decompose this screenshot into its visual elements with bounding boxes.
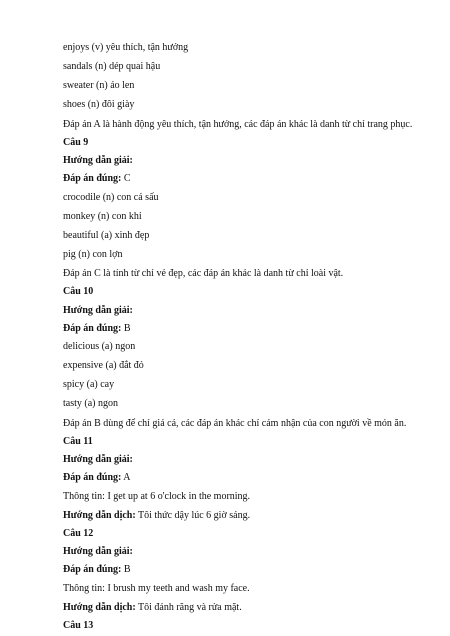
vocab-line: crocodile (n) con cá sấu <box>63 191 159 203</box>
vocab-line: monkey (n) con khỉ <box>63 210 142 222</box>
answer-value: C <box>121 173 131 185</box>
guide-heading: Hướng dẫn giải: <box>63 155 133 166</box>
explanation-line: Đáp án C là tính từ chỉ vẻ đẹp, các đáp án khác là danh từ chỉ loài vật. <box>63 268 344 279</box>
translation-line <box>63 510 250 522</box>
guide-heading: Hướng dẫn giải: <box>63 304 133 316</box>
answer-label: Đáp án đúng: <box>63 173 122 185</box>
answer-line <box>63 564 131 576</box>
vocab-line: beautiful (a) xinh đẹp <box>63 229 150 241</box>
vocab-line: expensive (a) đắt đỏ <box>63 360 144 372</box>
vocab-line: sandals (n) dép quai hậu <box>63 61 161 73</box>
vocab-line: spicy (a) cay <box>63 379 115 391</box>
explanation-line: Đáp án B dùng để chỉ giá cả, các đáp án khác chỉ cảm nhận của con người về món ăn. <box>63 417 407 429</box>
answer-value: B <box>121 564 131 576</box>
translation-value: Tôi đánh răng và rửa mặt. <box>135 601 242 613</box>
translation-label: Hướng dẫn dịch: <box>63 509 136 521</box>
info-line: Thông tin: I brush my teeth and wash my face. <box>63 582 250 594</box>
vocab-line: shoes (n) đôi giày <box>63 99 135 111</box>
vocab-line: delicious (a) ngon <box>63 341 136 352</box>
vocab-line: sweater (n) áo len <box>63 80 135 92</box>
vocab-line: tasty (a) ngon <box>63 398 118 410</box>
question-title: Câu 9 <box>63 136 89 148</box>
answer-value: A <box>121 472 131 484</box>
answer-label: Đáp án đúng: <box>63 322 122 334</box>
question-title: Câu 12 <box>63 527 94 539</box>
answer-line <box>63 173 131 185</box>
translation-value: Tôi thức dậy lúc 6 giờ sáng. <box>135 509 251 521</box>
translation-label: Hướng dẫn dịch: <box>63 601 136 613</box>
question-title: Câu 13 <box>63 620 94 631</box>
guide-heading: Hướng dẫn giải: <box>63 454 133 465</box>
answer-value: B <box>121 322 131 334</box>
question-title: Câu 10 <box>63 286 94 298</box>
answer-label: Đáp án đúng: <box>63 564 122 576</box>
answer-line <box>63 323 131 335</box>
question-title: Câu 11 <box>63 435 93 447</box>
guide-heading: Hướng dẫn giải: <box>63 546 133 558</box>
translation-line <box>63 602 242 614</box>
vocab-line: pig (n) con lợn <box>63 248 123 260</box>
vocab-line: enjoys (v) yêu thích, tận hưởng <box>63 42 189 53</box>
answer-label: Đáp án đúng: <box>63 472 122 484</box>
explanation-line: Đáp án A là hành động yêu thích, tận hưởng, các đáp án khác là danh từ chỉ trang phục. <box>63 118 413 130</box>
answer-line <box>63 472 131 484</box>
info-line: Thông tin: I get up at 6 o'clock in the morning. <box>63 490 251 502</box>
